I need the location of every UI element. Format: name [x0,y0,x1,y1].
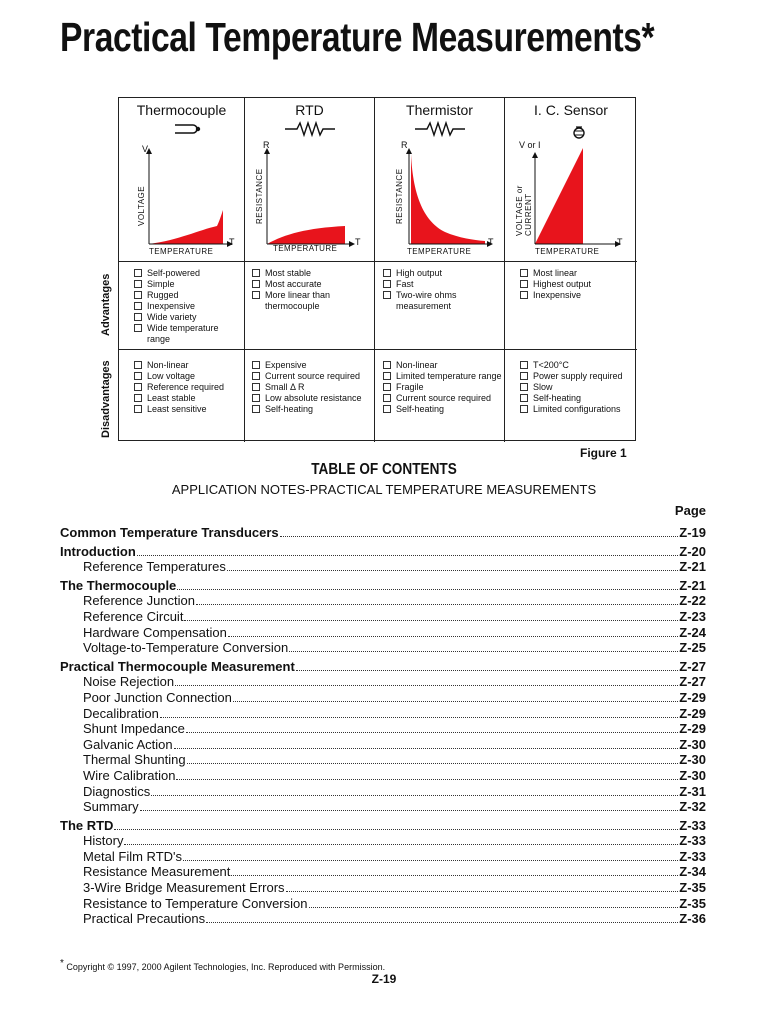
checkbox-icon [520,372,528,380]
dot-leader [286,890,679,892]
checklist-item [252,268,374,279]
toc-subsection-entry[interactable] [60,833,706,849]
checklist-item [252,404,374,415]
toc-entry-page: Z-21 [679,577,706,593]
checklist-item [520,393,637,404]
checklist-item-text: Reference required [147,382,225,392]
toc-subsection-entry[interactable] [60,784,706,800]
checkbox-icon [252,383,260,391]
checklist-item [383,290,504,312]
dot-leader [231,874,678,876]
checklist-item-text: Limited configurations [533,404,621,414]
toc-section-entry[interactable] [60,525,706,541]
checkbox-icon [383,372,391,380]
column-title: I. C. Sensor [534,102,608,118]
disadvantages-row-label: Disadvantages [100,360,112,438]
dot-leader [309,906,679,908]
checklist-item [134,404,244,415]
checklist-item [252,371,374,382]
thermocouple-graph [119,98,245,262]
toc-subsection-entry[interactable] [60,674,706,690]
checkbox-icon [134,405,142,413]
dot-leader [114,828,678,830]
checklist-item [383,279,504,290]
toc-subsection-entry[interactable] [60,721,706,737]
page-title: Practical Temperature Measurements* [60,14,655,60]
checklist-item [134,268,244,279]
checklist-item-text: T<200°C [533,360,569,370]
checklist-item [252,279,374,290]
y-axis-label: RESISTANCE [255,168,264,224]
checklist-item [252,393,374,404]
checklist-item-text: Inexpensive [533,290,582,300]
checklist [505,350,637,415]
y-axis-letter: R [263,140,270,150]
dot-leader [296,669,678,671]
checkbox-icon [383,291,391,299]
toc-entry-label: Introduction [60,543,136,559]
checklist-item [383,404,504,415]
resistor-symbol-icon [285,123,335,135]
checkbox-icon [134,383,142,391]
dot-leader [233,700,678,702]
toc-entry-page: Z-29 [679,689,706,705]
dot-leader [140,809,679,811]
toc-entry-page: Z-33 [679,833,706,849]
dot-leader [124,843,678,845]
toc-entry-label: Practical Thermocouple Measurement [60,658,295,674]
toc-entry-page: Z-34 [679,864,706,880]
dot-leader [175,684,678,686]
thermocouple-advantages [119,262,245,350]
checkbox-icon [134,313,142,321]
toc-entry-page: Z-22 [679,593,706,609]
dot-leader [177,588,678,590]
checklist-item-text: Most stable [265,268,312,278]
dot-leader [176,778,678,780]
checkbox-icon [520,280,528,288]
dot-leader [228,635,678,637]
rtd-advantages [245,262,375,350]
checklist-item [520,404,637,415]
checkbox-icon [383,405,391,413]
toc-entry-page: Z-21 [679,559,706,575]
x-axis-letter: T [617,237,623,247]
checklist-item [134,312,244,323]
page-column-header: Page [674,503,706,518]
checkbox-icon [134,291,142,299]
checklist-item-text: Low absolute resistance [265,393,362,403]
toc-entry-page: Z-24 [679,624,706,640]
checklist-item-text: Current source required [396,393,492,403]
footnote-text: Copyright © 1997, 2000 Agilent Technologies, Inc. Reproduced with Permission. [66,962,386,972]
resistor-symbol-icon [415,123,465,135]
toc-entry-label: 3-Wire Bridge Measurement Errors [83,880,285,896]
checklist-item-text: Slow [533,382,553,392]
x-axis-label: TEMPERATURE [273,244,338,253]
toc-entry-page: Z-27 [679,658,706,674]
y-axis-label: RESISTANCE [395,168,404,224]
toc-entry-page: Z-30 [679,736,706,752]
checklist-item [383,393,504,404]
checklist-item [252,360,374,371]
toc-entry-label: Noise Rejection [83,674,175,690]
checkbox-icon [134,280,142,288]
checklist-item [134,360,244,371]
checklist-item-text: Current source required [265,371,361,381]
checklist-item-text: Rugged [147,290,179,300]
dot-leader [206,921,678,923]
checkbox-icon [520,291,528,299]
toc-entry-label: Reference Junction [83,593,196,609]
checkbox-icon [520,361,528,369]
thermistor-advantages [375,262,505,350]
checkbox-icon [252,269,260,277]
toc-entry-label: Metal Film RTD's [83,848,183,864]
ic-sensor-advantages [505,262,637,350]
toc-subsection-entry[interactable] [60,911,706,927]
toc-entry-page: Z-19 [679,525,706,540]
toc-entry-page: Z-33 [679,817,706,833]
checklist-item [252,382,374,393]
x-axis-label: TEMPERATURE [149,247,214,256]
dot-leader [184,619,678,621]
checklist-item [134,371,244,382]
checklist-item [383,371,504,382]
dot-leader [186,731,678,733]
checklist-item-text: Self-heating [533,393,582,403]
checklist [505,262,637,301]
checklist-item-text: More linear than thermocouple [265,290,331,311]
x-axis-label: TEMPERATURE [407,247,472,256]
thermocouple-disadvantages [119,350,245,442]
x-axis-letter: T [229,237,235,247]
checklist-item-text: Simple [147,279,175,289]
checkbox-icon [252,405,260,413]
dot-leader [174,747,679,749]
toc-subsection-entry[interactable] [60,690,706,706]
toc-entry-label: Diagnostics [83,783,151,799]
toc-entry-page: Z-29 [679,705,706,721]
toc-subsection-entry[interactable] [60,768,706,784]
checkbox-icon [134,302,142,310]
toc-section-entry[interactable] [60,578,706,594]
checkbox-icon [383,280,391,288]
toc-subsection-entry[interactable] [60,737,706,753]
toc-entry-label: Common Temperature Transducers [60,525,279,540]
checkbox-icon [520,405,528,413]
toc-section-entry[interactable] [60,659,706,675]
dot-leader [183,859,678,861]
checklist-item [134,290,244,301]
checklist [375,350,504,415]
toc-entry-label: Reference Circuit [83,608,184,624]
checklist-item-text: Self-heating [396,404,445,414]
toc-subsection-entry[interactable] [60,609,706,625]
toc-entry-label: Summary [83,799,139,815]
checkbox-icon [252,291,260,299]
toc-entry-page: Z-35 [679,895,706,911]
checklist [245,262,374,312]
toc-title: TABLE OF CONTENTS [311,461,457,478]
toc-entry-page: Z-25 [679,640,706,656]
toc-subtitle: APPLICATION NOTES-PRACTICAL TEMPERATURE MEASUREMENTS [171,482,597,497]
x-axis-label: TEMPERATURE [535,247,600,256]
toc-entry-label: Resistance Measurement [83,864,231,880]
checklist-item-text: Wide variety [147,312,197,322]
toc-entry-page: Z-33 [679,848,706,864]
checklist [245,350,374,415]
checkbox-icon [252,394,260,402]
toc-entry-label: Voltage-to-Temperature Conversion [83,640,289,656]
checklist-item-text: Low voltage [147,371,196,381]
toc-entry-label: The Thermocouple [60,577,177,593]
advantages-row-label: Advantages [100,273,112,336]
x-axis-letter: T [355,237,361,247]
toc-entry-label: The RTD [60,817,114,833]
checklist-item-text: Two-wire ohms measurement [396,290,457,311]
thermocouple-header [119,98,245,262]
thermocouple-symbol-icon [175,125,200,133]
toc-entry-label: Hardware Compensation [83,624,227,640]
checkbox-icon [134,269,142,277]
toc-entry-label: History [83,833,124,849]
checklist-item [252,290,374,312]
column-title: RTD [295,102,324,118]
toc-subsection-entry[interactable] [60,706,706,722]
copyright-footnote [60,958,385,972]
y-axis-label: VOLTAGE or CURRENT [515,185,533,236]
checkbox-icon [134,324,142,332]
toc-entry-page: Z-23 [679,608,706,624]
transducer-comparison-figure [118,97,636,441]
checklist-item [134,323,244,345]
thermistor-disadvantages [375,350,505,442]
checklist-item-text: Non-linear [147,360,189,370]
checklist-item [520,290,637,301]
toc-subsection-entry[interactable] [60,625,706,641]
checklist-item [520,279,637,290]
toc-entry-page: Z-32 [679,799,706,815]
toc-entry-label: Practical Precautions [83,911,206,927]
checklist-item [383,360,504,371]
toc-subsection-entry[interactable] [60,849,706,865]
toc-entry-label: Galvanic Action [83,736,173,752]
checklist-item-text: Wide temperature range [147,323,219,344]
checklist-item [520,371,637,382]
table-of-contents [60,525,706,927]
rtd-disadvantages [245,350,375,442]
dot-leader [160,716,678,718]
checkbox-icon [383,361,391,369]
checkbox-icon [134,394,142,402]
checklist [119,262,244,345]
checklist-item [520,268,637,279]
checklist-item [383,382,504,393]
checklist-item-text: High output [396,268,443,278]
toc-subsection-entry[interactable] [60,864,706,880]
checklist-item-text: Power supply required [533,371,623,381]
ic-sensor-disadvantages [505,350,637,442]
checkbox-icon [383,394,391,402]
toc-entry-label: Poor Junction Connection [83,689,232,705]
checklist-item [134,393,244,404]
checklist-item-text: Least sensitive [147,404,207,414]
checklist-item-text: Expensive [265,360,307,370]
y-axis-letter: V or I [519,140,541,150]
dot-leader [187,762,679,764]
checkbox-icon [252,280,260,288]
checkbox-icon [383,269,391,277]
checkbox-icon [252,361,260,369]
checklist-item [134,279,244,290]
toc-entry-page: Z-20 [679,543,706,559]
checkbox-icon [520,269,528,277]
thermistor-header [375,98,505,262]
toc-entry-label: Thermal Shunting [83,752,186,768]
toc-entry-label: Resistance to Temperature Conversion [83,895,308,911]
dot-leader [280,535,679,537]
ic-sensor-symbol-icon [574,127,584,138]
dot-leader [151,794,678,796]
checklist-item-text: Self-heating [265,404,314,414]
toc-subsection-entry[interactable] [60,559,706,575]
x-axis-letter: T [488,237,494,247]
checklist-item-text: Small Δ R [265,382,305,392]
checklist [119,350,244,415]
y-axis-letter: R [401,140,408,150]
toc-subsection-entry[interactable] [60,752,706,768]
toc-entry-label: Reference Temperatures [83,559,226,575]
column-title: Thermocouple [136,102,227,118]
checklist-item [383,268,504,279]
checkbox-icon [383,383,391,391]
checkbox-icon [520,394,528,402]
figure-caption: Figure 1 [580,446,627,460]
toc-section-entry[interactable] [60,544,706,560]
toc-subsection-entry[interactable] [60,896,706,912]
dot-leader [196,603,678,605]
checklist-item-text: Inexpensive [147,301,196,311]
checklist-item-text: Self-powered [147,268,201,278]
checklist-item-text: Most accurate [265,279,322,289]
toc-entry-label: Wire Calibration [83,767,176,783]
toc-section-entry[interactable] [60,818,706,834]
toc-subsection-entry[interactable] [60,593,706,609]
toc-entry-page: Z-36 [679,911,706,927]
checkbox-icon [134,372,142,380]
toc-entry-page: Z-27 [679,674,706,690]
toc-entry-page: Z-35 [679,880,706,896]
checklist-item-text: Non-linear [396,360,438,370]
checkbox-icon [134,361,142,369]
checkbox-icon [252,372,260,380]
toc-subsection-entry[interactable] [60,640,706,656]
checklist [375,262,504,312]
toc-entry-page: Z-30 [679,767,706,783]
toc-entry-page: Z-29 [679,721,706,737]
toc-entry-page: Z-31 [679,783,706,799]
toc-entry-label: Shunt Impedance [83,721,185,737]
toc-entry-label: Decalibration [83,705,159,721]
y-axis-letter: V [142,144,149,154]
checklist-item-text: Fragile [396,382,424,392]
toc-subsection-entry[interactable] [60,880,706,896]
y-axis-label: VOLTAGE [137,185,146,226]
footnote-marker: * [60,958,64,969]
rtd-header [245,98,375,262]
ic-sensor-header [505,98,637,262]
dot-leader [227,569,678,571]
toc-entry-page: Z-30 [679,752,706,768]
checklist-item [134,382,244,393]
checklist-item-text: Limited temperature range [396,371,502,381]
checklist-item-text: Fast [396,279,414,289]
checkbox-icon [520,383,528,391]
checklist-item [520,382,637,393]
checklist-item [134,301,244,312]
checklist-item-text: Most linear [533,268,578,278]
checklist-item-text: Highest output [533,279,592,289]
checklist-item [520,360,637,371]
dot-leader [137,554,678,556]
dot-leader [289,650,678,652]
checklist-item-text: Least stable [147,393,196,403]
toc-subsection-entry[interactable] [60,799,706,815]
column-title: Thermistor [406,102,473,118]
page-number: Z-19 [371,972,397,986]
